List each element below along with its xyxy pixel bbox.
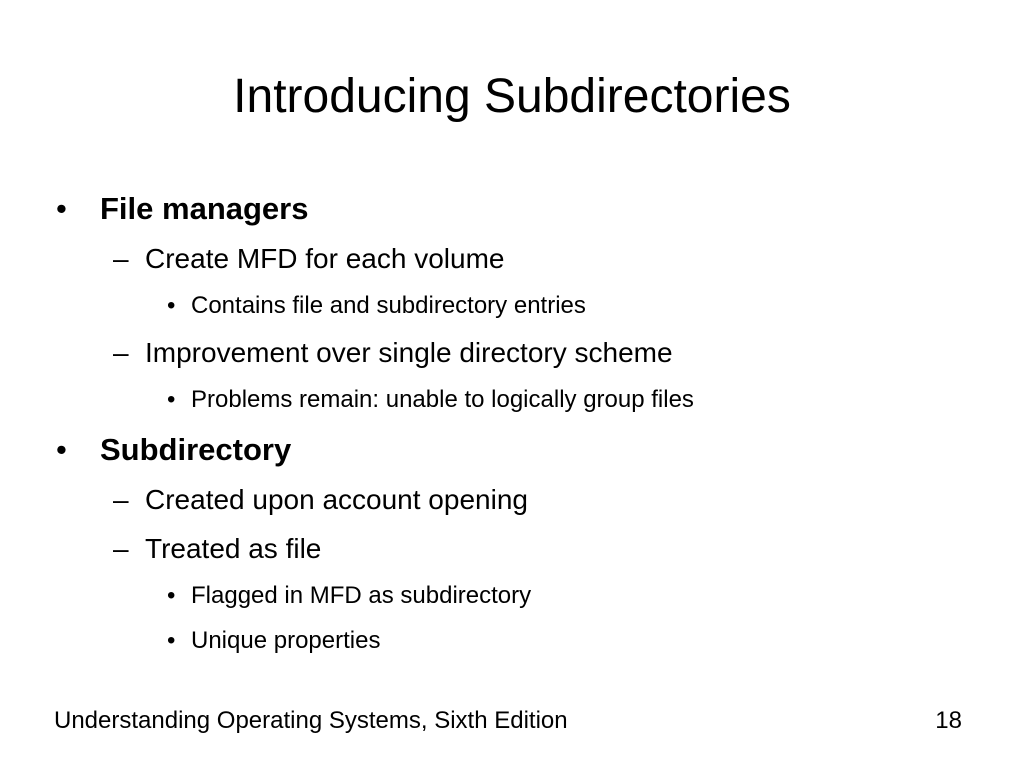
dash-marker: –: [113, 533, 129, 564]
dash-marker: –: [113, 337, 129, 368]
subbullet-text: Improvement over single directory scheme: [145, 337, 673, 368]
subsubbullet-flagged-in-mfd: [167, 581, 531, 611]
footer-book-title: Understanding Operating Systems, Sixth Edition: [54, 707, 568, 734]
bullet-file-managers: [56, 190, 309, 228]
subbullet-text: Created upon account opening: [145, 484, 528, 515]
subbullet-improvement: [113, 336, 673, 370]
subsubbullet-contains-entries: [167, 291, 586, 321]
subbullet-text: Treated as file: [145, 533, 322, 564]
bullet-text: Subdirectory: [100, 432, 292, 467]
bullet-marker: •: [56, 432, 67, 467]
subbullet-create-mfd: [113, 242, 504, 276]
dash-marker: –: [113, 243, 129, 274]
subsubbullet-text: Unique properties: [191, 627, 381, 654]
bullet-marker: •: [167, 627, 176, 654]
subbullet-text: Create MFD for each volume: [145, 243, 505, 274]
bullet-subdirectory: [56, 431, 292, 469]
subbullet-treated-as-file: [113, 532, 321, 566]
bullet-text: File managers: [100, 191, 309, 226]
dash-marker: –: [113, 484, 129, 515]
bullet-marker: •: [56, 191, 67, 226]
subsubbullet-problems-remain: [167, 385, 694, 415]
slide-title: Introducing Subdirectories: [233, 70, 791, 123]
bullet-marker: •: [167, 292, 176, 319]
bullet-marker: •: [167, 386, 176, 413]
slide-number: 18: [935, 707, 962, 734]
bullet-marker: •: [167, 582, 176, 609]
subsubbullet-text: Problems remain: unable to logically group files: [191, 386, 694, 413]
subbullet-created-upon-opening: [113, 483, 528, 517]
subsubbullet-text: Flagged in MFD as subdirectory: [191, 582, 532, 609]
subsubbullet-text: Contains file and subdirectory entries: [191, 292, 586, 319]
subsubbullet-unique-properties: [167, 626, 380, 656]
